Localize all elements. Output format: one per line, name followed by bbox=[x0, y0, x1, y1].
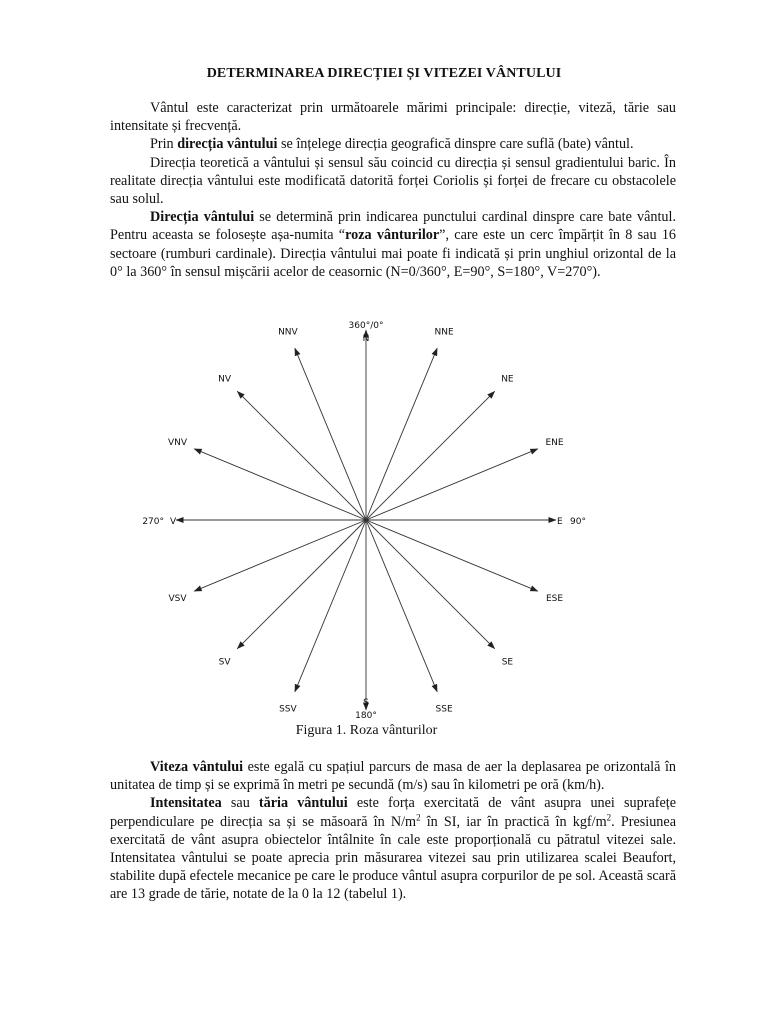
direction-label-vnv: VNV bbox=[167, 437, 188, 448]
north-degree-label: 360°/0° bbox=[348, 321, 384, 331]
wind-speed-text-block bbox=[110, 758, 676, 904]
direction-label-ese: ESE bbox=[545, 594, 564, 605]
ray-sv bbox=[237, 520, 366, 649]
ray-ssv bbox=[295, 520, 366, 692]
direction-label-nv: NV bbox=[218, 374, 232, 385]
direction-label-sv: SV bbox=[218, 657, 231, 668]
direction-label-nnv: NNV bbox=[278, 327, 298, 338]
direction-label-n: N bbox=[362, 334, 370, 344]
ray-sse bbox=[366, 520, 437, 692]
figure-caption: Figura 1. Roza vânturilor bbox=[295, 723, 438, 738]
document-title: DETERMINAREA DIRECȚIEI ȘI VITEZEI VÂNTULUI bbox=[206, 66, 562, 81]
ray-ne bbox=[366, 391, 495, 520]
paragraph-wind-direction-definition: Prin direcția vântului se înțelege direcția geografică dinspre care suflă (bate) vântul. bbox=[150, 136, 634, 153]
east-degree-label: 90° bbox=[570, 517, 586, 527]
direction-label-vsv: VSV bbox=[168, 594, 187, 605]
paragraph-wind-intensity: Intensitatea sau tăria vântului este forța exercitată de vânt asupra unei suprafețe perpendiculare pe direcția sa și se măsoară în $N/m^2$ în SI, iar în practică în kgf/$m^2$. Presiunea exercitată de vânt asupra obiectelor întâlnite în cale este proporțională cu pătratul vitezei sale. Intensitatea vântului se poate aprecia prin măsurarea vitezei sau prin utilizarea scalei Beaufort, stabilite după efectele mecanice pe care le produce vântul asupra corpurilor de pe sol. Această scară are 13 grade de tărie, notate de la 0 la 12 (tabelul 1). bbox=[110, 795, 676, 903]
direction-label-se: SE bbox=[501, 657, 514, 668]
paragraph-theoretical-direction: Direcția teoretică a vântului și sensul său coincid cu direcția și sensul gradientului baric. În realitate direcția vântului este modificată datorită forței Coriolis și forței de frecare cu obstacolele sau solul. bbox=[110, 154, 676, 208]
direction-label-sse: SSE bbox=[435, 704, 453, 715]
paragraph-direction-determination: Direcția vântului se determină prin indicarea punctului cardinal dinspre care bate vântul. Pentru aceasta se folosește așa-numita “roza vânturilor”, care este un cerc împărțit în 8 sau 16 sectoare (rumburi cardinale). Direcția vântului mai poate fi indicată și prin unghiul orizontal de la 0° la 360° în sensul mișcării acelor de ceasornic (N=0/360°, E=90°, S=180°, V=270°). bbox=[110, 209, 677, 280]
direction-label-v: V bbox=[170, 517, 177, 527]
ray-nne bbox=[366, 348, 437, 520]
direction-label-s: S bbox=[363, 698, 369, 708]
paragraph-wind-speed: Viteza vântului este egală cu spațiul parcurs de masa de aer la deplasarea pe orizontală în unitatea de timp și se exprimă în metri pe secundă (m/s) sau în kilometri pe oră (km/h). bbox=[110, 759, 676, 794]
ray-nnv bbox=[295, 348, 366, 520]
paragraph-wind-characteristics: Vântul este caracterizat prin următoarele mărimi principale: direcție, viteză, tărie sau intensitate și frecvență. bbox=[110, 100, 676, 135]
ray-nv bbox=[237, 391, 366, 520]
direction-label-e: E bbox=[557, 517, 563, 527]
ray-ene bbox=[366, 449, 538, 520]
direction-label-ene: ENE bbox=[545, 437, 564, 448]
ray-vnv bbox=[194, 449, 366, 520]
south-degree-label: 180° bbox=[355, 711, 377, 721]
wind-rose-rays bbox=[176, 327, 556, 710]
ray-vsv bbox=[194, 520, 366, 591]
direction-label-ssv: SSV bbox=[279, 704, 297, 715]
direction-label-ne: NE bbox=[501, 374, 514, 385]
wind-rose-figure bbox=[130, 312, 610, 722]
west-degree-label: 270° bbox=[142, 517, 164, 527]
intro-text-block bbox=[110, 99, 676, 281]
direction-label-nne: NNE bbox=[434, 327, 454, 338]
ray-se bbox=[366, 520, 495, 649]
ray-ese bbox=[366, 520, 538, 591]
